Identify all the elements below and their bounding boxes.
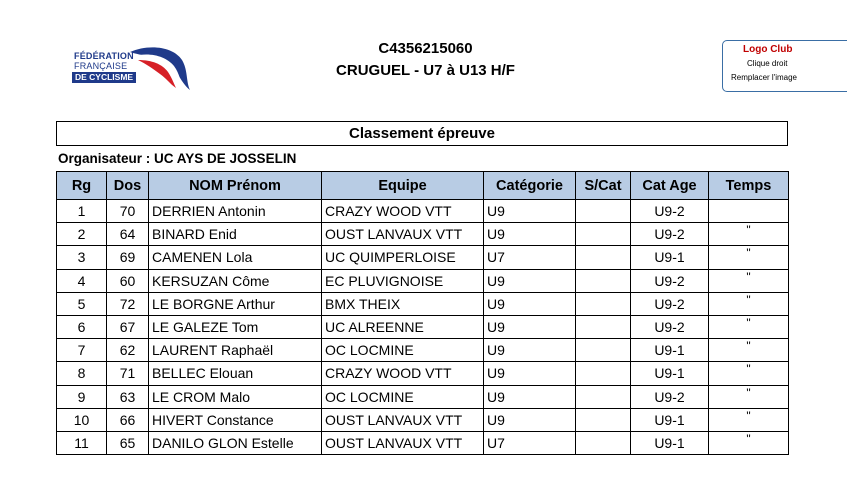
header-age-category: Cat Age	[631, 172, 709, 200]
cell-name: BINARD Enid	[149, 223, 322, 246]
cell-rank: 7	[57, 339, 107, 362]
cell-team: UC QUIMPERLOISE	[322, 246, 484, 269]
cell-name: BELLEC Elouan	[149, 362, 322, 385]
club-logo-hint-2: Remplacer l'image	[731, 73, 797, 82]
cell-team: BMX THEIX	[322, 292, 484, 315]
cell-team: OC LOCMINE	[322, 385, 484, 408]
cell-subcategory	[576, 408, 631, 431]
cell-subcategory	[576, 339, 631, 362]
cell-category: U9	[484, 200, 576, 223]
cell-age-category: U9-1	[631, 431, 709, 454]
cell-category: U7	[484, 431, 576, 454]
logo-line-3: DE CYCLISME	[72, 72, 136, 83]
cell-bib: 66	[107, 408, 149, 431]
cell-subcategory	[576, 223, 631, 246]
cell-bib: 60	[107, 269, 149, 292]
cell-time: "	[709, 269, 789, 292]
section-title: Classement épreuve	[56, 121, 788, 146]
table-header-row	[57, 172, 789, 200]
cell-time: "	[709, 408, 789, 431]
logo-line-1: FÉDÉRATION	[74, 51, 134, 61]
header-subcategory: S/Cat	[576, 172, 631, 200]
cell-category: U7	[484, 246, 576, 269]
cell-name: HIVERT Constance	[149, 408, 322, 431]
cell-time: "	[709, 385, 789, 408]
cell-rank: 10	[57, 408, 107, 431]
cell-time: "	[709, 362, 789, 385]
cell-age-category: U9-1	[631, 339, 709, 362]
header-dos: Dos	[107, 172, 149, 200]
table-row	[57, 408, 789, 431]
cell-bib: 64	[107, 223, 149, 246]
cell-team: CRAZY WOOD VTT	[322, 200, 484, 223]
cell-rank: 6	[57, 315, 107, 338]
cell-rank: 11	[57, 431, 107, 454]
cell-subcategory	[576, 362, 631, 385]
cell-bib: 70	[107, 200, 149, 223]
cell-category: U9	[484, 408, 576, 431]
table-row	[57, 385, 789, 408]
header-rg: Rg	[57, 172, 107, 200]
cell-bib: 67	[107, 315, 149, 338]
cell-age-category: U9-1	[631, 246, 709, 269]
table-row	[57, 246, 789, 269]
results-table	[56, 171, 789, 455]
cell-time: "	[709, 246, 789, 269]
table-row	[57, 431, 789, 454]
cell-subcategory	[576, 269, 631, 292]
cell-team: OUST LANVAUX VTT	[322, 408, 484, 431]
cell-team: OUST LANVAUX VTT	[322, 223, 484, 246]
table-row	[57, 200, 789, 223]
cell-team: EC PLUVIGNOISE	[322, 269, 484, 292]
cell-age-category: U9-2	[631, 292, 709, 315]
cell-team: CRAZY WOOD VTT	[322, 362, 484, 385]
cell-subcategory	[576, 292, 631, 315]
cell-name: LE BORGNE Arthur	[149, 292, 322, 315]
cell-name: LE GALEZE Tom	[149, 315, 322, 338]
cell-name: LAURENT Raphaël	[149, 339, 322, 362]
cell-subcategory	[576, 246, 631, 269]
cell-subcategory	[576, 385, 631, 408]
club-logo-placeholder[interactable]	[722, 40, 847, 92]
cell-bib: 65	[107, 431, 149, 454]
cell-age-category: U9-2	[631, 269, 709, 292]
event-title: CRUGUEL - U7 à U13 H/F	[336, 62, 515, 79]
cell-category: U9	[484, 223, 576, 246]
cell-time: "	[709, 315, 789, 338]
cell-name: CAMENEN Lola	[149, 246, 322, 269]
cell-rank: 5	[57, 292, 107, 315]
club-logo-hint-1: Clique droit	[747, 59, 788, 68]
logo-line-2: FRANÇAISE	[74, 61, 128, 71]
table-row	[57, 339, 789, 362]
cell-bib: 62	[107, 339, 149, 362]
cell-rank: 1	[57, 200, 107, 223]
header-time: Temps	[709, 172, 789, 200]
cell-category: U9	[484, 385, 576, 408]
table-row	[57, 362, 789, 385]
cell-bib: 71	[107, 362, 149, 385]
cell-name: DERRIEN Antonin	[149, 200, 322, 223]
cell-category: U9	[484, 292, 576, 315]
cell-time: "	[709, 431, 789, 454]
cell-category: U9	[484, 315, 576, 338]
cell-subcategory	[576, 200, 631, 223]
cell-name: DANILO GLON Estelle	[149, 431, 322, 454]
cell-bib: 69	[107, 246, 149, 269]
cell-age-category: U9-2	[631, 315, 709, 338]
cell-age-category: U9-2	[631, 223, 709, 246]
cell-bib: 72	[107, 292, 149, 315]
header-category: Catégorie	[484, 172, 576, 200]
cell-age-category: U9-2	[631, 200, 709, 223]
cell-time: "	[709, 292, 789, 315]
cell-rank: 4	[57, 269, 107, 292]
table-row	[57, 292, 789, 315]
table-row	[57, 315, 789, 338]
cell-time	[709, 200, 789, 223]
cell-rank: 2	[57, 223, 107, 246]
cell-category: U9	[484, 339, 576, 362]
cell-rank: 3	[57, 246, 107, 269]
cell-age-category: U9-1	[631, 362, 709, 385]
cell-team: UC ALREENNE	[322, 315, 484, 338]
event-code: C4356215060	[378, 40, 473, 57]
cell-name: LE CROM Malo	[149, 385, 322, 408]
cell-team: OUST LANVAUX VTT	[322, 431, 484, 454]
cell-rank: 8	[57, 362, 107, 385]
header-team: Equipe	[322, 172, 484, 200]
club-logo-title: Logo Club	[743, 44, 793, 55]
cell-category: U9	[484, 362, 576, 385]
cell-subcategory	[576, 315, 631, 338]
cell-time: "	[709, 223, 789, 246]
cell-subcategory	[576, 431, 631, 454]
cell-category: U9	[484, 269, 576, 292]
organizer: Organisateur : UC AYS DE JOSSELIN	[58, 151, 297, 166]
header-name: NOM Prénom	[149, 172, 322, 200]
cell-bib: 63	[107, 385, 149, 408]
cell-team: OC LOCMINE	[322, 339, 484, 362]
cell-time: "	[709, 339, 789, 362]
cell-age-category: U9-2	[631, 385, 709, 408]
cell-name: KERSUZAN Côme	[149, 269, 322, 292]
cell-age-category: U9-1	[631, 408, 709, 431]
cell-rank: 9	[57, 385, 107, 408]
table-row	[57, 223, 789, 246]
table-row	[57, 269, 789, 292]
